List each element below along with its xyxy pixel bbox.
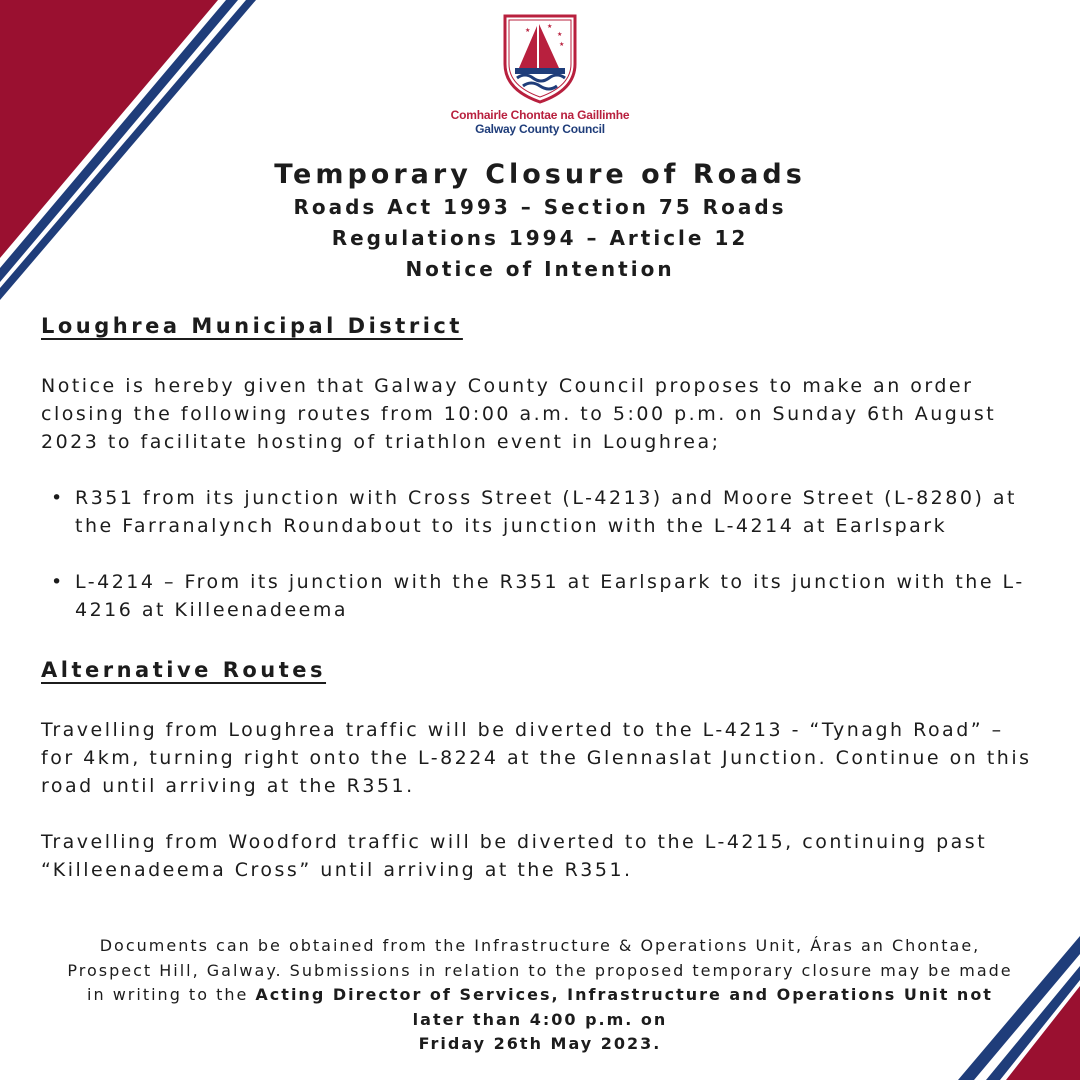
district-heading: Loughrea Municipal District bbox=[41, 314, 463, 338]
closure-notice: Notice is hereby given that Galway County Council proposes to make an order closing the following routes from 10:00 a.m. to 5:00 p.m. on Sunday 6th August 2023 to facilitate hosting of triathlon event in Loughrea; bbox=[41, 375, 997, 453]
alternative-routes-heading: Alternative Routes bbox=[41, 658, 327, 682]
list-item: • R351 from its junction with Cross Street (L-4213) and Moore Street (L-8280) at the Farranalynch Roundabout to its junction with the L-4214 at Earlspark bbox=[41, 484, 1041, 540]
svg-text:★: ★ bbox=[557, 31, 563, 38]
council-crest-icon bbox=[499, 10, 581, 106]
logo-english-name: Galway County Council bbox=[475, 122, 605, 136]
title-regulations-line: Regulations 1994 – Article 12 bbox=[331, 226, 749, 250]
notice-title bbox=[0, 158, 1080, 285]
svg-text:★: ★ bbox=[547, 23, 553, 30]
title-act-line: Roads Act 1993 – Section 75 Roads bbox=[293, 195, 787, 219]
loughrea-diversion: Travelling from Loughrea traffic will be diverted to the L-4213 - “Tynagh Road” – for 4km, turning right onto the L-8224 at the Glennaslat Junction. Continue on this road until arriving at the R351. bbox=[41, 719, 1032, 797]
woodford-diversion: Travelling from Woodford traffic will be diverted to the L-4215, continuing past “Killeenadeema Cross” until arriving at the R351. bbox=[41, 831, 988, 881]
title-notice-line: Notice of Intention bbox=[405, 257, 675, 281]
footer-text: Documents can be obtained from the Infrastructure & Operations Unit, Áras an Chontae, Prospect Hill, Galway. Submissions in relation to the proposed temporary closure may be made in writing to the bbox=[67, 936, 1013, 1004]
footer-deadline: Friday 26th May 2023. bbox=[418, 1034, 662, 1053]
footer-bold-contact: Acting Director of Services, Infrastructure and Operations Unit not later than 4:00 p.m. on bbox=[255, 985, 993, 1029]
council-logo bbox=[440, 10, 640, 136]
submissions-footer bbox=[60, 934, 1020, 1057]
title-main: Temporary Closure of Roads bbox=[274, 159, 806, 190]
svg-text:★: ★ bbox=[525, 27, 531, 34]
logo-irish-name: Comhairle Chontae na Gaillimhe bbox=[450, 108, 630, 122]
closed-routes-list bbox=[41, 484, 1041, 624]
notice-body bbox=[41, 310, 1041, 884]
svg-text:★: ★ bbox=[559, 41, 565, 48]
list-item: • L-4214 – From its junction with the R351 at Earlspark to its junction with the L-4216 at Killeenadeema bbox=[41, 568, 1041, 624]
